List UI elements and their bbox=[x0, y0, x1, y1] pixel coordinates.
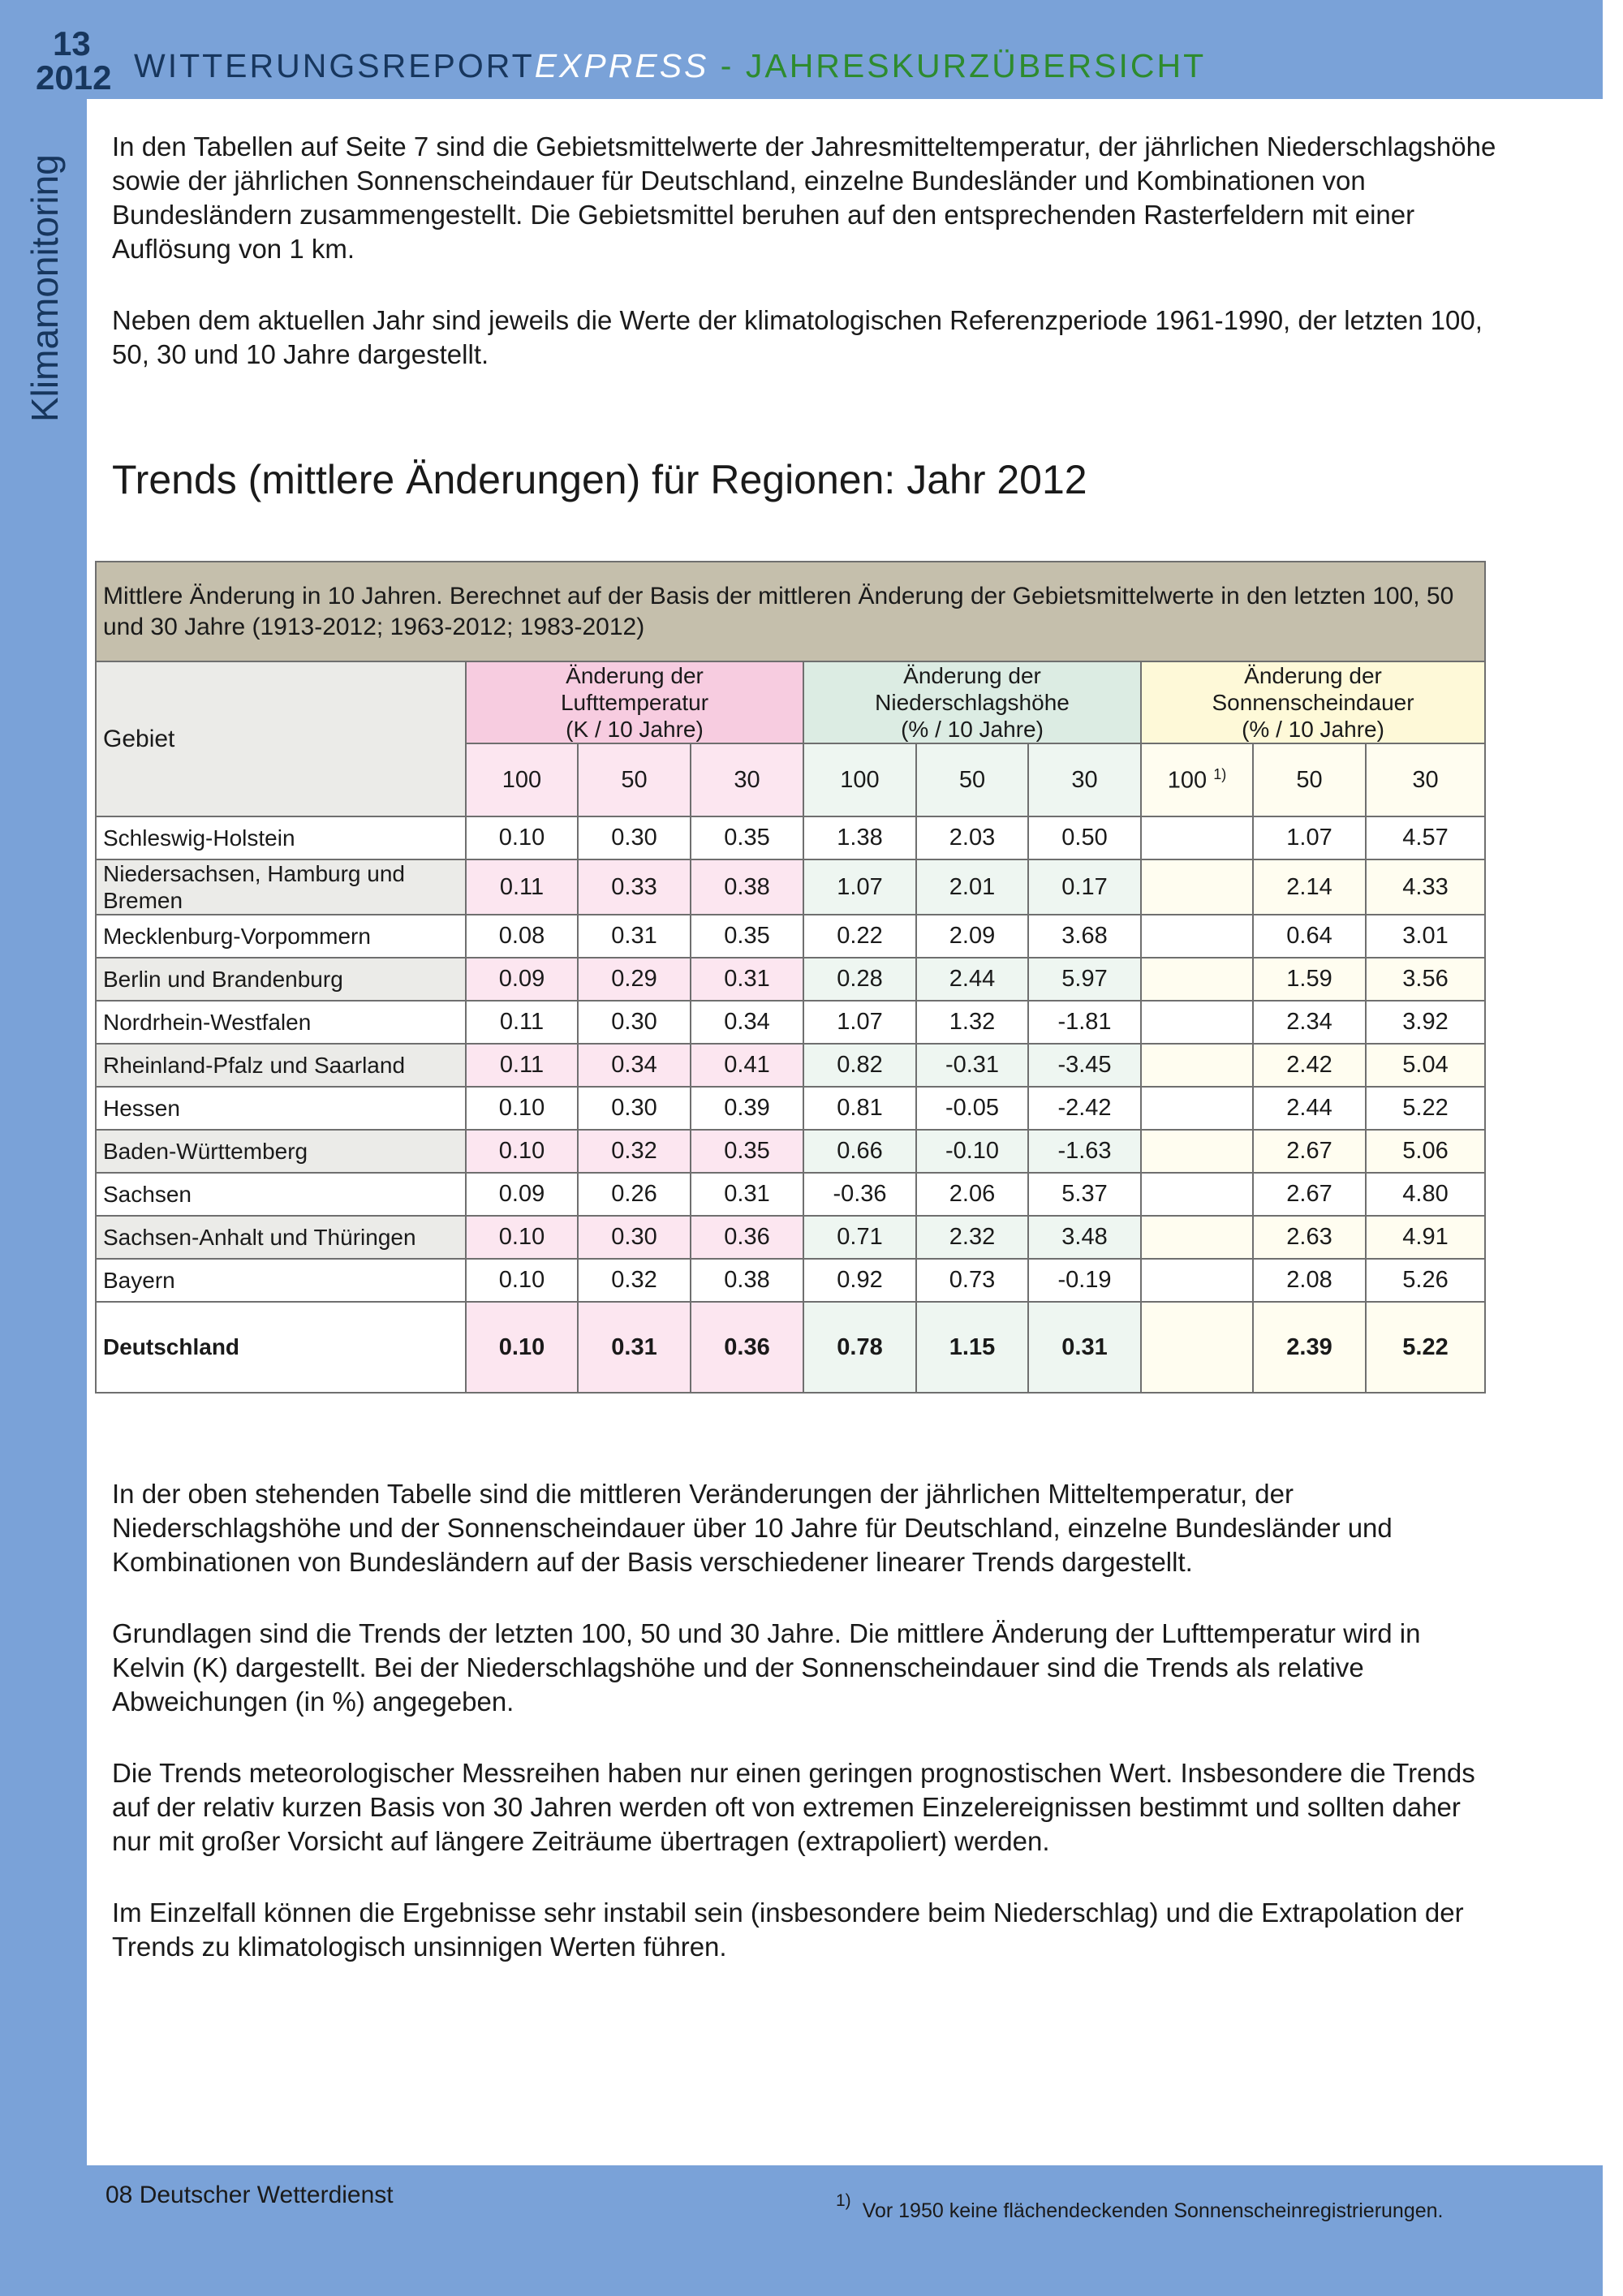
trend-value: 0.36 bbox=[691, 1216, 803, 1259]
trend-value: -0.05 bbox=[916, 1087, 1028, 1130]
intro-paragraph-1: In den Tabellen auf Seite 7 sind die Gebietsmittelwerte der Jahresmitteltemperatur, der jährlichen Niederschlagshöhe sowie der jährlichen Sonnenscheindauer für Deutschland, einzelne Bundesländer und Kombinationen von Bundesländern zusammengestellt. Die Gebietsmittel beruhen auf den entsprechenden Rasterfeldern mit einer Auflösung von 1 km. bbox=[112, 131, 1496, 264]
trend-value: 0.09 bbox=[466, 958, 578, 1001]
sunshine-group-header bbox=[1141, 661, 1485, 743]
period-header: 100 bbox=[466, 743, 578, 816]
trend-value: 3.68 bbox=[1028, 915, 1141, 958]
trend-value: 1.32 bbox=[916, 1001, 1028, 1044]
footnote-mark: 1) bbox=[836, 2191, 851, 2210]
trend-value: 0.11 bbox=[466, 859, 578, 915]
body-paragraph-1: In der oben stehenden Tabelle sind die mittleren Veränderungen der jährlichen Mitteltemperatur, der Niederschlagshöhe und der Sonnenscheindauer über 10 Jahre für Deutschland, einzelne Bundesländer und Kombinationen von Bundesländern auf der Basis verschiedener linearer Trends dargestellt. bbox=[112, 1479, 1393, 1577]
trend-value: 4.33 bbox=[1366, 859, 1485, 915]
footer-publisher: 08 Deutscher Wetterdienst bbox=[105, 2182, 394, 2208]
sunshine-group-line2: Sonnenscheindauer bbox=[1212, 690, 1414, 715]
precipitation-group-header bbox=[803, 661, 1141, 743]
region-name: Schleswig-Holstein bbox=[96, 816, 466, 859]
trend-value bbox=[1141, 1259, 1253, 1302]
region-name: Niedersachsen, Hamburg und Bremen bbox=[96, 859, 466, 915]
trend-value: 2.63 bbox=[1253, 1216, 1366, 1259]
table-caption: Mittlere Änderung in 10 Jahren. Berechnet auf der Basis der mittleren Änderung der Gebietsmittelwerte in den letzten 100, 50 und 30 Jahre (1913-2012; 1963-2012; 1983-2012) bbox=[96, 562, 1485, 661]
trend-value: 0.10 bbox=[466, 1087, 578, 1130]
trend-value: 5.06 bbox=[1366, 1130, 1485, 1173]
period-header-label: 100 bbox=[1167, 767, 1208, 794]
trend-value: 0.17 bbox=[1028, 859, 1141, 915]
trend-value: 3.56 bbox=[1366, 958, 1485, 1001]
trend-value: 2.44 bbox=[1253, 1087, 1366, 1130]
trend-value: 0.38 bbox=[691, 1259, 803, 1302]
trend-table bbox=[95, 561, 1486, 1394]
region-name: Mecklenburg-Vorpommern bbox=[96, 915, 466, 958]
trend-value: 4.57 bbox=[1366, 816, 1485, 859]
trend-value: 0.31 bbox=[691, 1173, 803, 1216]
trend-value: 2.67 bbox=[1253, 1130, 1366, 1173]
temperature-group-line1: Änderung der bbox=[566, 663, 704, 688]
trend-value: 0.71 bbox=[803, 1216, 916, 1259]
report-year: 2012 bbox=[36, 58, 112, 97]
trend-value bbox=[1141, 1001, 1253, 1044]
precipitation-group-line1: Änderung der bbox=[903, 663, 1041, 688]
trend-value: 1.07 bbox=[803, 1001, 916, 1044]
trend-value: -0.31 bbox=[916, 1044, 1028, 1087]
trend-value: 0.32 bbox=[578, 1130, 691, 1173]
table-row bbox=[96, 1044, 1485, 1087]
trend-value: 2.32 bbox=[916, 1216, 1028, 1259]
region-name: Baden-Württemberg bbox=[96, 1130, 466, 1173]
trend-value: 0.28 bbox=[803, 958, 916, 1001]
trend-value: -0.19 bbox=[1028, 1259, 1141, 1302]
trend-value: 0.35 bbox=[691, 816, 803, 859]
trend-value: -0.36 bbox=[803, 1173, 916, 1216]
period-header: 50 bbox=[1253, 743, 1366, 816]
footnote-marker: 1) bbox=[1213, 765, 1227, 782]
table-row bbox=[96, 1087, 1485, 1130]
temperature-group-line2: Lufttemperatur bbox=[560, 690, 709, 715]
trend-value: 0.30 bbox=[578, 1001, 691, 1044]
temperature-group-line3: (K / 10 Jahre) bbox=[566, 717, 704, 742]
trend-value: 0.41 bbox=[691, 1044, 803, 1087]
trend-value: 0.82 bbox=[803, 1044, 916, 1087]
trend-value: 0.30 bbox=[578, 816, 691, 859]
trend-value: 1.38 bbox=[803, 816, 916, 859]
trend-value: 2.09 bbox=[916, 915, 1028, 958]
trend-value: 3.48 bbox=[1028, 1216, 1141, 1259]
trend-value: 0.32 bbox=[578, 1259, 691, 1302]
trend-value: -1.63 bbox=[1028, 1130, 1141, 1173]
trend-value: 2.44 bbox=[916, 958, 1028, 1001]
trend-value bbox=[1141, 958, 1253, 1001]
sunshine-group-line3: (% / 10 Jahre) bbox=[1242, 717, 1384, 742]
trend-value: 5.97 bbox=[1028, 958, 1141, 1001]
trend-value: 0.35 bbox=[691, 915, 803, 958]
total-region-name: Deutschland bbox=[96, 1302, 466, 1393]
trend-table-body bbox=[96, 816, 1485, 1393]
body-paragraph-4: Im Einzelfall können die Ergebnisse sehr instabil sein (insbesondere beim Niederschlag) und die Extrapolation der Trends zu klimatologisch unsinnigen Werten führen. bbox=[112, 1898, 1464, 1962]
trend-value: 3.01 bbox=[1366, 915, 1485, 958]
period-header: 30 bbox=[1366, 743, 1485, 816]
trend-value: 0.08 bbox=[466, 915, 578, 958]
trend-value: 0.34 bbox=[578, 1044, 691, 1087]
trend-value: 0.33 bbox=[578, 859, 691, 915]
trend-value: 0.35 bbox=[691, 1130, 803, 1173]
trend-value: 0.73 bbox=[916, 1259, 1028, 1302]
trend-value: 0.11 bbox=[466, 1044, 578, 1087]
total-trend-value: 0.36 bbox=[691, 1302, 803, 1393]
trend-value bbox=[1141, 1130, 1253, 1173]
table-row bbox=[96, 859, 1485, 915]
period-header: 50 bbox=[916, 743, 1028, 816]
trend-value: 0.09 bbox=[466, 1173, 578, 1216]
precipitation-group-line3: (% / 10 Jahre) bbox=[901, 717, 1044, 742]
trend-value: -0.10 bbox=[916, 1130, 1028, 1173]
total-row bbox=[96, 1302, 1485, 1393]
trend-value bbox=[1141, 1044, 1253, 1087]
footnote-text: Vor 1950 keine flächendeckenden Sonnenscheinregistrierungen. bbox=[862, 2199, 1444, 2222]
trend-value bbox=[1141, 1173, 1253, 1216]
gebiet-header: Gebiet bbox=[96, 661, 466, 816]
trend-value: 0.10 bbox=[466, 1216, 578, 1259]
trend-value bbox=[1141, 816, 1253, 859]
trend-value: -1.81 bbox=[1028, 1001, 1141, 1044]
trend-value: 0.31 bbox=[578, 915, 691, 958]
trend-value: 0.50 bbox=[1028, 816, 1141, 859]
total-trend-value: 0.31 bbox=[578, 1302, 691, 1393]
trend-value: -2.42 bbox=[1028, 1087, 1141, 1130]
region-name: Sachsen-Anhalt und Thüringen bbox=[96, 1216, 466, 1259]
sunshine-group-line1: Änderung der bbox=[1244, 663, 1382, 688]
table-row bbox=[96, 1173, 1485, 1216]
precipitation-group-line2: Niederschlagshöhe bbox=[875, 690, 1070, 715]
trend-value: 0.22 bbox=[803, 915, 916, 958]
trend-value: 0.10 bbox=[466, 1130, 578, 1173]
body-paragraph-3: Die Trends meteorologischer Messreihen haben nur einen geringen prognostischen Wert. Insbesondere die Trends auf der relativ kurzen Basis von 30 Jahren werden oft von extremen Einzelereignissen bestimmt und sollten daher nur mit großer Vorsicht auf längere Zeiträume übertragen (extrapoliert) werden. bbox=[112, 1758, 1475, 1856]
trend-value: 5.26 bbox=[1366, 1259, 1485, 1302]
trend-value: 0.34 bbox=[691, 1001, 803, 1044]
total-trend-value: 0.78 bbox=[803, 1302, 916, 1393]
trend-value: 5.04 bbox=[1366, 1044, 1485, 1087]
trend-value: 5.37 bbox=[1028, 1173, 1141, 1216]
table-row bbox=[96, 958, 1485, 1001]
trend-value: 2.34 bbox=[1253, 1001, 1366, 1044]
period-header bbox=[1141, 743, 1253, 816]
trend-value: 0.11 bbox=[466, 1001, 578, 1044]
trend-value: 0.30 bbox=[578, 1216, 691, 1259]
total-trend-value: 1.15 bbox=[916, 1302, 1028, 1393]
temperature-group-header bbox=[466, 661, 803, 743]
table-row bbox=[96, 915, 1485, 958]
period-header: 100 bbox=[803, 743, 916, 816]
trend-value bbox=[1141, 915, 1253, 958]
period-header: 30 bbox=[1028, 743, 1141, 816]
total-trend-value: 0.10 bbox=[466, 1302, 578, 1393]
total-trend-value: 5.22 bbox=[1366, 1302, 1485, 1393]
trend-value: 0.29 bbox=[578, 958, 691, 1001]
period-header: 50 bbox=[578, 743, 691, 816]
trend-value: 0.10 bbox=[466, 816, 578, 859]
trend-value: 1.07 bbox=[1253, 816, 1366, 859]
trend-value: 2.01 bbox=[916, 859, 1028, 915]
region-name: Rheinland-Pfalz und Saarland bbox=[96, 1044, 466, 1087]
table-row bbox=[96, 1259, 1485, 1302]
trend-value: -3.45 bbox=[1028, 1044, 1141, 1087]
trend-value: 2.06 bbox=[916, 1173, 1028, 1216]
intro-paragraph-2: Neben dem aktuellen Jahr sind jeweils die Werte der klimatologischen Referenzperiode 1961-1990, der letzten 100, 50, 30 und 10 Jahre dargestellt. bbox=[112, 305, 1483, 369]
page-number: 13 bbox=[53, 24, 91, 62]
trend-value: 2.14 bbox=[1253, 859, 1366, 915]
trend-value: 0.64 bbox=[1253, 915, 1366, 958]
trend-value: 4.80 bbox=[1366, 1173, 1485, 1216]
report-title bbox=[134, 47, 1206, 85]
trend-value: 2.42 bbox=[1253, 1044, 1366, 1087]
table-row bbox=[96, 1216, 1485, 1259]
region-name: Hessen bbox=[96, 1087, 466, 1130]
total-trend-value: 2.39 bbox=[1253, 1302, 1366, 1393]
region-name: Bayern bbox=[96, 1259, 466, 1302]
trend-value: 0.92 bbox=[803, 1259, 916, 1302]
footer-footnote bbox=[836, 2191, 1444, 2223]
report-title-part1: WITTERUNGSREPORT bbox=[134, 47, 535, 84]
trend-value bbox=[1141, 1216, 1253, 1259]
trend-value bbox=[1141, 859, 1253, 915]
table-row bbox=[96, 1130, 1485, 1173]
report-title-part2: EXPRESS bbox=[534, 47, 709, 84]
trend-value: 0.81 bbox=[803, 1087, 916, 1130]
trend-value: 0.38 bbox=[691, 859, 803, 915]
trend-value: 3.92 bbox=[1366, 1001, 1485, 1044]
section-title: Trends (mittlere Änderungen) für Regionen: Jahr 2012 bbox=[112, 457, 1087, 502]
trend-value: 4.91 bbox=[1366, 1216, 1485, 1259]
trend-value: 5.22 bbox=[1366, 1087, 1485, 1130]
trend-value: 0.66 bbox=[803, 1130, 916, 1173]
region-name: Berlin und Brandenburg bbox=[96, 958, 466, 1001]
total-trend-value bbox=[1141, 1302, 1253, 1393]
sidebar-label: Klimamonitoring bbox=[24, 154, 66, 422]
trend-value: 2.03 bbox=[916, 816, 1028, 859]
trend-value bbox=[1141, 1087, 1253, 1130]
trend-value: 1.07 bbox=[803, 859, 916, 915]
region-name: Sachsen bbox=[96, 1173, 466, 1216]
report-title-part3: - JAHRESKURZÜBERSICHT bbox=[708, 47, 1207, 84]
trend-value: 0.31 bbox=[691, 958, 803, 1001]
trend-value: 0.39 bbox=[691, 1087, 803, 1130]
trend-value: 1.59 bbox=[1253, 958, 1366, 1001]
trend-value: 2.67 bbox=[1253, 1173, 1366, 1216]
total-trend-value: 0.31 bbox=[1028, 1302, 1141, 1393]
body-paragraph-2: Grundlagen sind die Trends der letzten 100, 50 und 30 Jahre. Die mittlere Änderung der Lufttemperatur wird in Kelvin (K) dargestellt. Bei der Niederschlagshöhe und der Sonnenscheindauer sind die Trends als relative Abweichungen (in %) angegeben. bbox=[112, 1618, 1421, 1717]
trend-value: 0.26 bbox=[578, 1173, 691, 1216]
trend-value: 0.30 bbox=[578, 1087, 691, 1130]
table-row bbox=[96, 1001, 1485, 1044]
trend-value: 0.10 bbox=[466, 1259, 578, 1302]
region-name: Nordrhein-Westfalen bbox=[96, 1001, 466, 1044]
table-row bbox=[96, 816, 1485, 859]
trend-value: 2.08 bbox=[1253, 1259, 1366, 1302]
period-header: 30 bbox=[691, 743, 803, 816]
